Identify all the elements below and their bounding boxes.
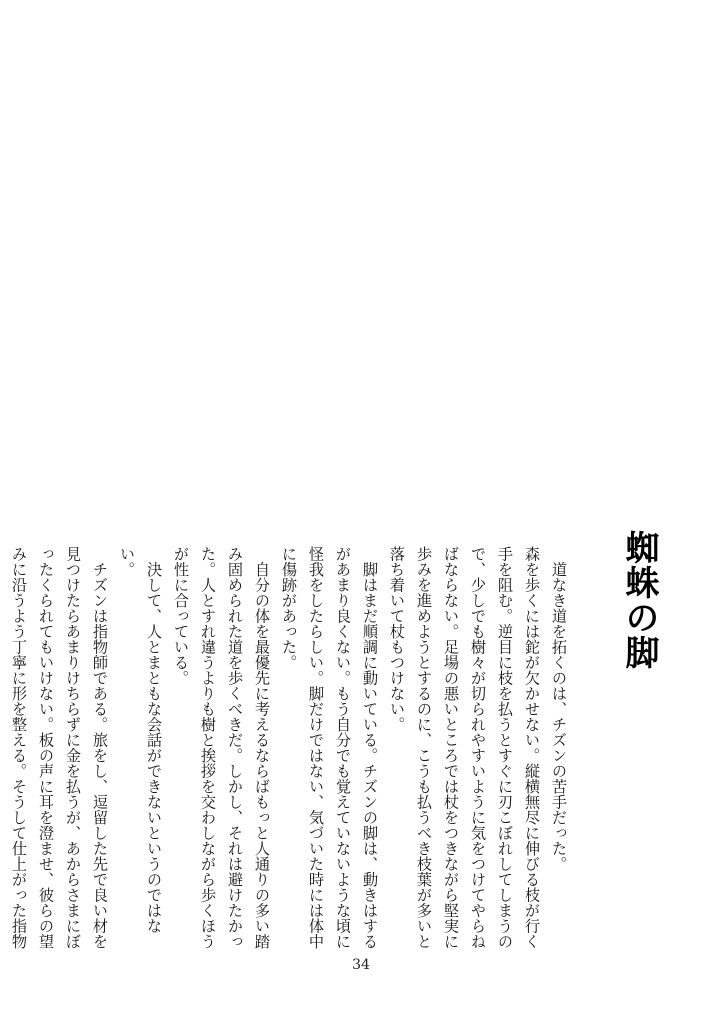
chapter-title: 蜘蛛の脚 <box>619 530 659 670</box>
paragraph: 脚はまだ順調に動いている。チズンの脚は、動きはするがあまり良くない。もう自分でも覚えていないような頃に怪我をしたらしい。脚だけではない、気づいた時には体中に傷跡があった。 <box>280 546 379 949</box>
body-text <box>10 546 572 958</box>
paragraph: 決して、人とまともな会話ができないというのではない。 <box>118 546 163 934</box>
paragraph: 自分の体を最優先に考えるならばもっと人通りの多い踏み固められた道を歩くべきだ。しかし、それは避けたかった。人とすれ違うよりも樹と挨拶を交わしながら歩くほうが性に合っている。 <box>172 546 271 949</box>
paragraph: 森を歩くには鉈が欠かせない。縦横無尽に伸びる枝が行く手を阻む。逆目に枝を払うとすぐに刃こぼれしてしまうので、少しでも樹々が切られやすいように気をつけてやらねばならない。足場の悪いところでは杖をつきながら堅実に歩みを進めようとするのに、こうも払うべき枝葉が多いと落ち着いて杖もつけない。 <box>388 546 541 949</box>
paragraph: 道なき道を拓くのは、チズンの苦手だった。 <box>550 546 568 872</box>
page-number: 34 <box>352 957 370 973</box>
paragraph: チズンは指物師である。旅をし、逗留した先で良い材を見つけたらあまりけちらずに金を払うが、あからさまにぼったくられてもいけない。板の声に耳を澄ませ、彼らの望みに沿うよう丁寧に形を整える。そうして仕上がった指物 <box>10 546 109 949</box>
